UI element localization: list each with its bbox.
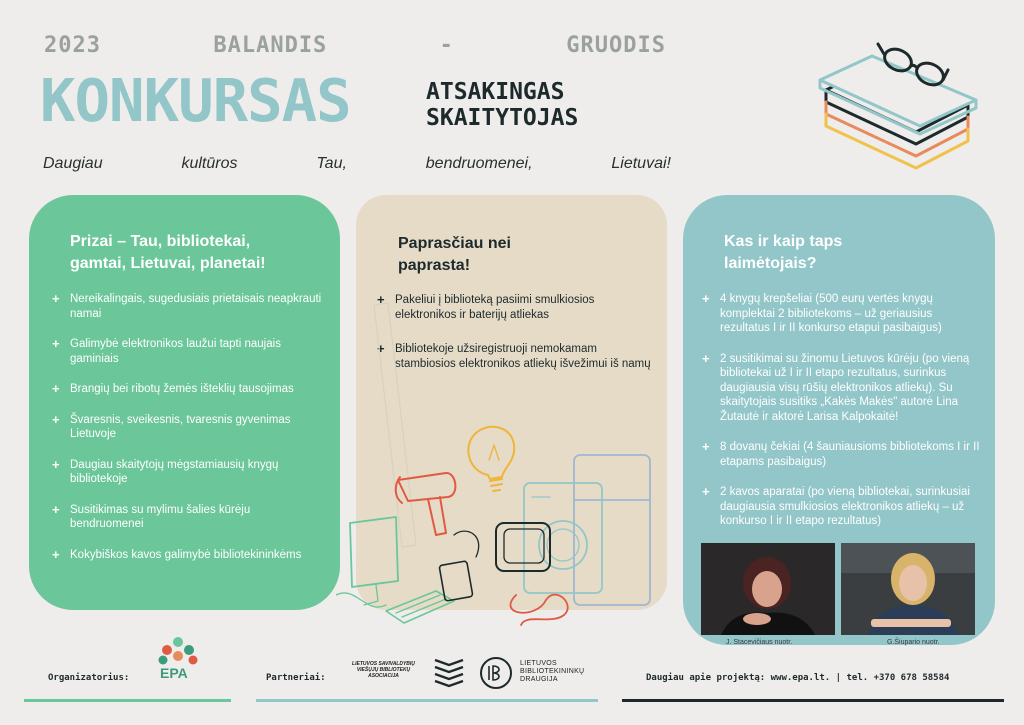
lbd-line: LIETUVOS — [520, 660, 558, 667]
list-item-text: Galimybė elektronikos laužui tapti naujais gaminiais — [70, 338, 281, 365]
list-item-text: Daugiau skaitytojų mėgstamiausių knygų bibliotekoje — [70, 458, 279, 485]
prizes-list — [52, 292, 322, 578]
winners-list — [702, 292, 980, 545]
list-item — [52, 292, 322, 321]
easy-title-line-1: Paprasčiau nei — [398, 235, 511, 252]
end-month: GRUODIS — [566, 33, 666, 58]
open-book-logo-icon — [432, 654, 466, 688]
prizes-card — [29, 195, 340, 610]
list-item-text: 2 susitikimai su žinomu Lietuvos kūrėju (po vieną bibliotekai už I ir II etapo rezultatus, surinkus daugiausia visų rūšių elektronikos atliekų). Su skaitytojais susitiks „Kakės Makės" autorė Lina Žutautė ir aktorė Larisa Kalpokaitė! — [720, 352, 970, 423]
list-item-text: Bibliotekoje užsiregistruoji nemokamam stambiosios elektronikos atliekų išvežimui iš namų — [395, 343, 651, 370]
start-month: BALANDIS — [213, 33, 328, 58]
plus-icon: + — [702, 350, 710, 366]
list-item-text: Kokybiškos kavos galimybė bibliotekininkėms — [70, 548, 302, 561]
plus-icon: + — [377, 341, 385, 356]
list-item-text: 8 dovanų čekiai (4 šauniausioms bibliotekoms I ir II etapams pasibaigus) — [720, 441, 980, 468]
list-item — [52, 548, 322, 563]
list-item — [702, 352, 980, 425]
easy-title-line-2: paprasta! — [398, 257, 471, 274]
tagline — [43, 155, 671, 173]
footer-divider-dark — [622, 699, 1004, 702]
list-item — [702, 485, 980, 529]
books-glasses-illustration — [808, 20, 988, 190]
lsvba-line: VIEŠŲJŲ BIBLIOTEKŲ — [356, 667, 411, 673]
lbd-line: BIBLIOTEKININKŲ — [520, 668, 585, 675]
prizes-title-line-2: gamtai, Lietuvai, planetai! — [70, 255, 266, 272]
list-item-text: 4 knygų krepšeliai (500 eurų vertės knygų komplektai 2 bibliotekoms – už geriausius rezultatus I ir II konkurso etapui pasibaigus) — [720, 293, 942, 334]
campaign-name-line-1: ATSAKINGAS — [426, 79, 565, 105]
tagline-word: bendruomenei, — [425, 155, 533, 172]
list-item-text: Pakeliui į biblioteką pasiimi smulkiosios elektronikos ir baterijų atliekas — [395, 294, 595, 321]
prizes-title — [70, 231, 266, 275]
campaign-name-line-2: SKAITYTOJAS — [426, 105, 579, 131]
actress-photo — [841, 543, 975, 635]
author-portrait-image — [701, 543, 835, 635]
campaign-name — [426, 79, 578, 131]
tagline-word: Daugiau — [43, 155, 103, 172]
winners-title — [724, 231, 842, 275]
easy-title — [398, 233, 511, 277]
actress-portrait-image — [841, 543, 975, 635]
plus-icon: + — [52, 336, 60, 351]
contact-info: Daugiau apie projektą: www.epa.lt. | tel. +370 678 58584 — [646, 673, 950, 683]
plus-icon: + — [52, 501, 60, 517]
plus-icon: + — [702, 439, 710, 454]
list-item-text: Susitikimas su mylimu šalies kūrėju bendruomenei — [70, 503, 251, 530]
author-photo — [701, 543, 835, 635]
partners-label: Partneriai: — [266, 673, 326, 683]
list-item — [52, 503, 322, 532]
plus-icon: + — [52, 456, 60, 472]
list-item-text: Švaresnis, sveikesnis, tvaresnis gyvenimas Lietuvoje — [70, 413, 291, 440]
footer-divider-green — [24, 699, 231, 702]
year: 2023 — [44, 33, 101, 58]
lbd-logo-text — [520, 660, 584, 684]
list-item — [52, 337, 322, 366]
plus-icon: + — [52, 381, 60, 396]
list-item — [52, 458, 322, 487]
date-dash: - — [439, 33, 454, 58]
plus-icon: + — [52, 411, 60, 427]
list-item — [52, 413, 322, 442]
date-range — [44, 33, 666, 58]
page-title: KONKURSAS — [40, 66, 351, 135]
photo-credit: G.Šiupario nuotr. — [887, 639, 940, 646]
plus-icon: + — [52, 291, 60, 306]
lsvba-logo — [346, 661, 421, 679]
prizes-title-line-1: Prizai – Tau, bibliotekai, — [70, 233, 251, 250]
winners-title-line-2: laimėtojais? — [724, 255, 817, 272]
list-item — [52, 382, 322, 397]
plus-icon: + — [702, 484, 710, 499]
list-item-text: 2 kavos aparatai (po vieną bibliotekai, surinkusiai daugiausia smulkiosios elektronikos atliekų – už konkurso I ir II etapo rezultatus) — [720, 486, 970, 527]
tagline-word: kultūros — [181, 155, 238, 172]
list-item-text: Nereikalingais, sugedusiais prietaisais neapkrauti namai — [70, 293, 322, 320]
tagline-word: Tau, — [316, 155, 347, 172]
photo-credit: J. Stacevičiaus nuotr. — [726, 639, 793, 646]
lbd-line: DRAUGIJA — [520, 676, 558, 683]
winners-title-line-1: Kas ir kaip taps — [724, 233, 843, 250]
epa-logo-text: EPA — [160, 665, 188, 681]
list-item — [702, 292, 980, 336]
tagline-word: Lietuvai! — [611, 155, 671, 172]
lsvba-line: ASOCIACIJA — [368, 673, 399, 679]
electronics-waste-illustration — [336, 292, 656, 635]
lsvba-line: LIETUVOS SAVIVALDYBIŲ — [352, 661, 415, 667]
lbd-logo-icon — [479, 656, 513, 690]
plus-icon: + — [702, 291, 710, 306]
plus-icon: + — [377, 292, 385, 307]
footer-divider-blue — [256, 699, 598, 702]
plus-icon: + — [52, 546, 60, 562]
organizers-label: Organizatorius: — [48, 673, 130, 683]
list-item-text: Brangių bei ribotų žemės išteklių tausojimas — [70, 383, 294, 395]
list-item — [702, 440, 980, 469]
